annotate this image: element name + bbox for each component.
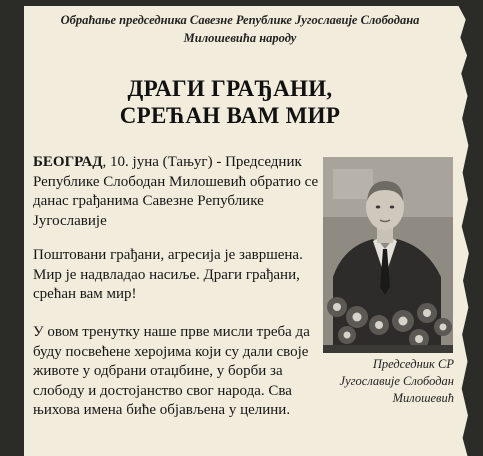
article-kicker: Обраћање председника Савезне Републике Југославије Слободана Милошевића народу <box>60 13 420 45</box>
article-dateline: БЕОГРАД <box>33 154 103 170</box>
portrait-image <box>323 157 453 353</box>
paragraph-1-text: , 10. јуна (Тањуг) - Председник Републике Слободан Милошевић обратио се данас грађанима Савезне Републике Југославије <box>33 154 319 229</box>
article-headline <box>30 75 430 129</box>
headline-line-2: СРЕЋАН ВАМ МИР <box>119 103 341 128</box>
article-paragraph-1 <box>33 153 323 231</box>
president-photo <box>323 157 453 353</box>
photo-caption: Председник СР Југославије Слободан Милошевић <box>339 357 454 405</box>
headline-line-1: ДРАГИ ГРАЂАНИ, <box>127 76 333 101</box>
article-paragraph-2: Поштовани грађани, агресија је завршена. Мир је надвладао насиље. Драги грађани, срећан вам мир! <box>33 247 303 302</box>
article-paragraph-3: У овом тренутку наше прве мисли треба да буду посвећене херојима који су дали своје животе у одбрани отаџбине, у борби за слободу и достојанство свог народа. Сва њихова имена биће објављена у целини. <box>33 324 310 418</box>
